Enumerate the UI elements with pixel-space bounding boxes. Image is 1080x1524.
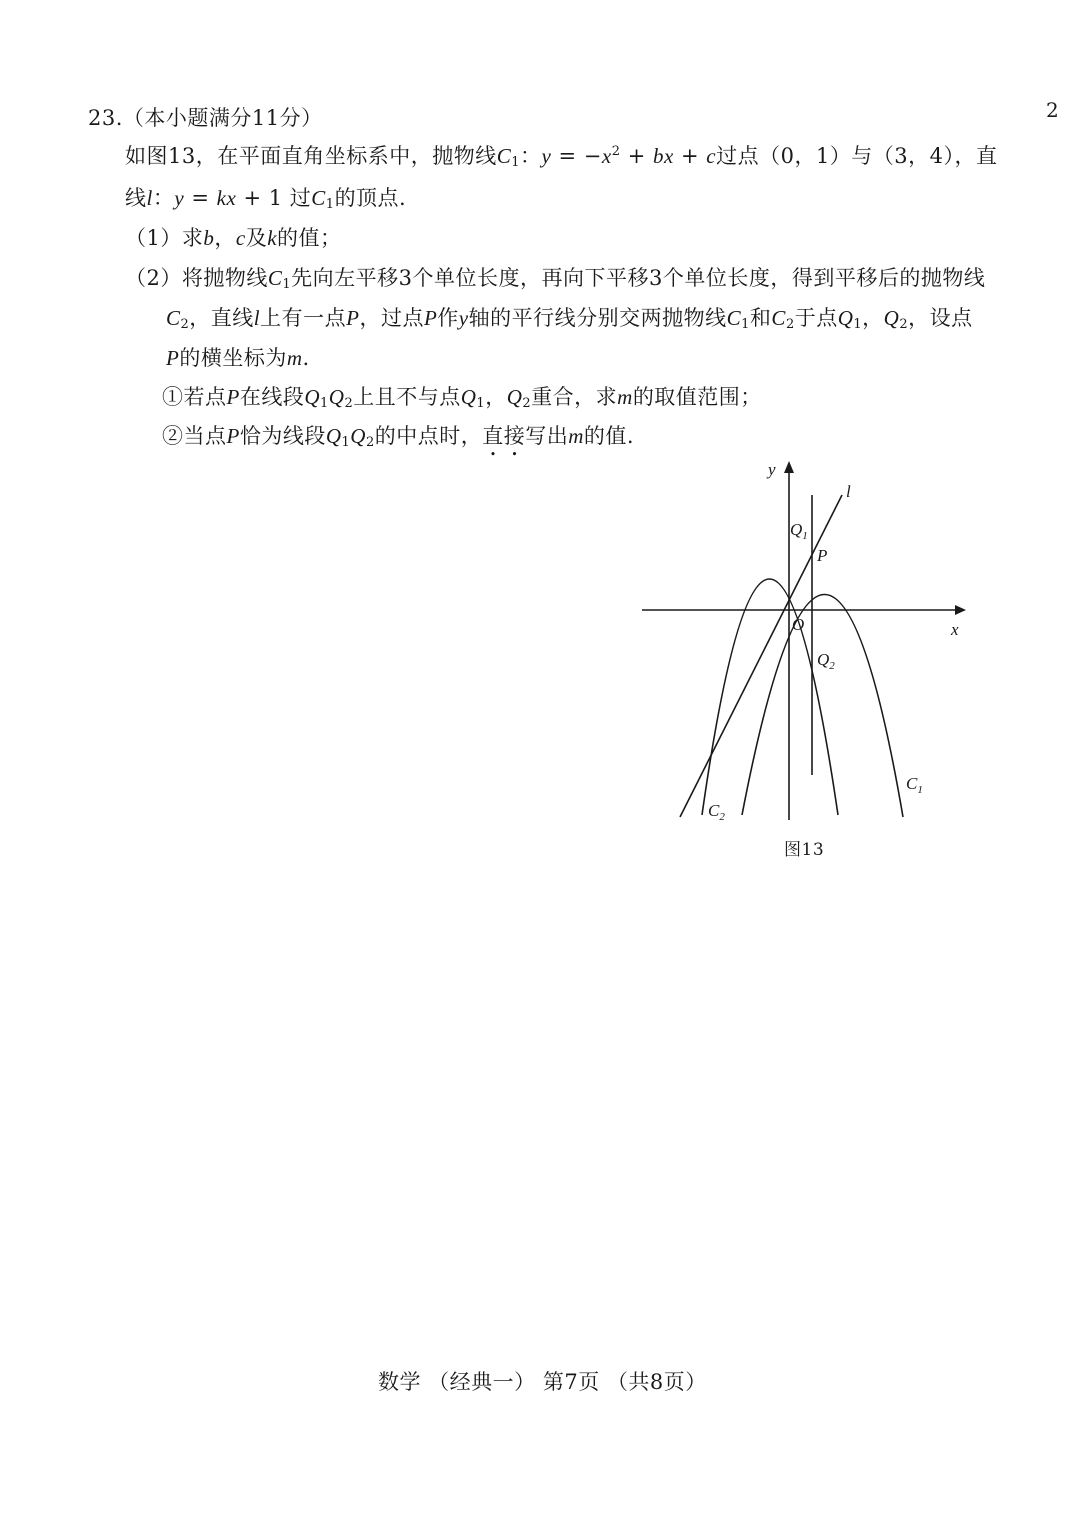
- part-1: （1）求b，c及k的值；: [125, 226, 342, 250]
- label-c2: $C_2$: [708, 801, 725, 823]
- x-axis-arrow: [955, 605, 966, 615]
- label-x: x: [951, 620, 959, 639]
- y-axis-arrow: [784, 461, 794, 473]
- page-footer: 数学 （经典一） 第7页 （共8页）: [378, 1370, 707, 1394]
- sub-question-1: ①若点P在线段$Q_1Q_2$上且不与点$Q_1$，$Q_2$重合，求m的取值范围；: [162, 385, 762, 411]
- label-l: l: [846, 482, 851, 501]
- label-c1: $C_1$: [906, 774, 923, 796]
- part-2-line-3: P的横坐标为m.: [166, 346, 310, 370]
- label-o: O: [792, 615, 805, 634]
- intro-line-2: 线l：y = kx + 1 过$C_1$的顶点.: [125, 186, 407, 212]
- question-header: [88, 102, 323, 132]
- parabola-c2: [702, 579, 838, 815]
- sub-question-2: ②当点P恰为线段$Q_1Q_2$的中点时，直接写出m的值.: [162, 424, 635, 450]
- label-q2: $Q_2$: [817, 650, 835, 672]
- score-note: （本小题满分11分）: [122, 106, 323, 130]
- question-number: 23.: [88, 106, 123, 130]
- label-q1: $Q_1$: [790, 520, 808, 542]
- corner-mark: 2: [1046, 98, 1060, 122]
- label-y: y: [768, 460, 776, 479]
- part-2-line-1: （2）将抛物线$C_1$先向左平移3个单位长度，再向下平移3个单位长度，得到平移后的抛物线: [125, 266, 986, 292]
- intro-line-1: 如图13，在平面直角坐标系中，抛物线$C_1$：$y = -x^2$ + bx + c过点（0，1）与（3，4），直: [125, 144, 998, 170]
- figure-caption: 图13: [784, 840, 825, 860]
- parabola-c1: [742, 594, 903, 817]
- figure-13: [630, 455, 980, 865]
- part-2-line-2: $C_2$，直线l上有一点P，过点P作y轴的平行线分别交两抛物线$C_1$和$C_2$于点$Q_1$，$Q_2$，设点: [166, 306, 973, 332]
- label-p: P: [817, 546, 828, 565]
